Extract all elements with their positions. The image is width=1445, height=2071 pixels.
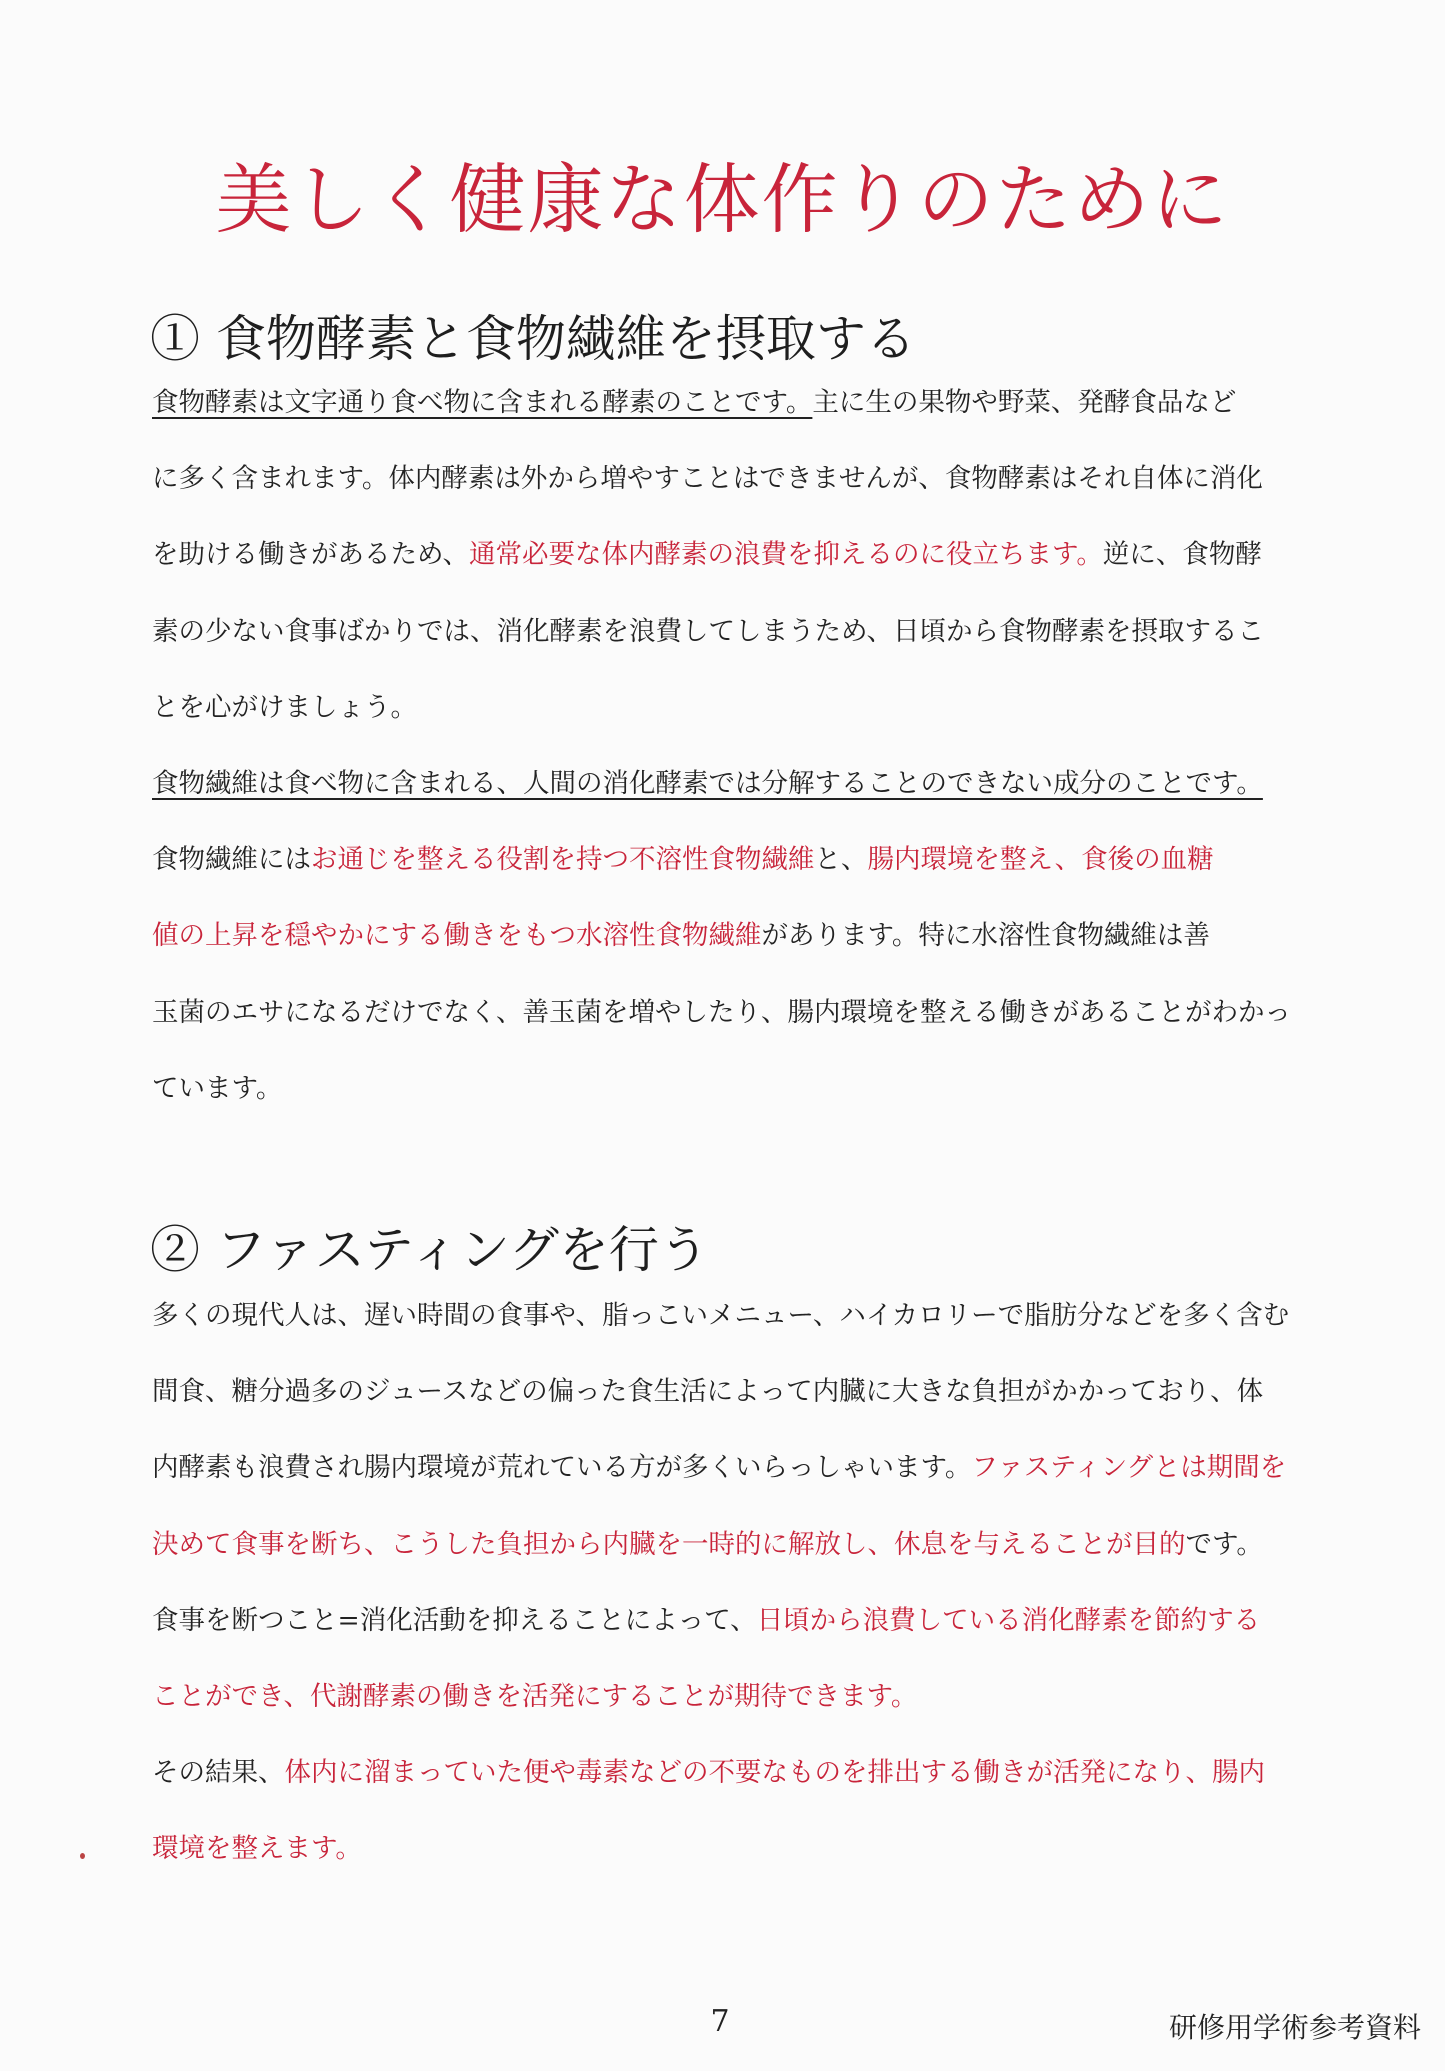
- highlight-text: 環境を整えます。: [152, 1833, 362, 1865]
- highlight-text: 体内に溜まっていた便や毒素などの不要なものを排出する働きが活発になり、腸内: [284, 1757, 1265, 1789]
- text-line: [152, 688, 1292, 728]
- body-text: です。: [1185, 1528, 1263, 1560]
- text-line: [152, 383, 1292, 423]
- section-1-heading: ① 食物酵素と食物繊維を摂取する: [150, 310, 916, 368]
- body-text: があります。特に水溶性食物繊維は善: [761, 920, 1210, 952]
- body-text: に多く含まれます。体内酵素は外から増やすことはできませんが、食物酵素はそれ自体に消化: [152, 463, 1263, 495]
- text-line: [152, 1829, 1292, 1869]
- text-line: [152, 1677, 1292, 1717]
- highlight-text: 通常必要な体内酵素の浪費を抑えるのに役立ちます。: [468, 539, 1103, 571]
- body-text: を助ける働きがあるため、: [152, 539, 469, 571]
- page-number: 7: [710, 2004, 730, 2039]
- text-line: [152, 764, 1292, 804]
- body-text: 食事を断つこと=消化活動を抑えることによって、: [152, 1604, 757, 1636]
- body-text: ています。: [152, 1072, 283, 1104]
- text-line: [152, 1601, 1292, 1641]
- body-text: 逆に、食物酵: [1102, 539, 1262, 571]
- text-line: [152, 535, 1292, 575]
- highlight-text: 値の上昇を穏やかにする働きをもつ水溶性食物繊維: [152, 920, 762, 952]
- text-line: [152, 1296, 1292, 1336]
- highlight-text: 日頃から浪費している消化酵素を節約する: [756, 1604, 1261, 1636]
- highlight-text: ファスティングとは期間を: [971, 1452, 1287, 1484]
- text-line: [152, 1448, 1292, 1488]
- highlight-text: お通じを整える役割を持つ不溶性食物繊維: [311, 844, 815, 876]
- page-title: 美しく健康な体作りのために: [215, 155, 1230, 244]
- text-line: [152, 612, 1292, 652]
- body-text: と、: [814, 844, 868, 876]
- text-line: [152, 916, 1292, 956]
- text-line: [152, 993, 1292, 1033]
- body-text: 素の少ない食事ばかりでは、消化酵素を浪費してしまうため、日頃から食物酵素を摂取するこ: [152, 615, 1264, 647]
- body-text: 主に生の果物や野菜、発酵食品など: [812, 387, 1237, 418]
- body-text: その結果、: [152, 1757, 285, 1789]
- body-text: 食物繊維には: [152, 844, 311, 876]
- body-text: 玉菌のエサになるだけでなく、善玉菌を増やしたり、腸内環境を整える働きがあることがわかっ: [152, 996, 1291, 1028]
- highlight-text: 決めて食事を断ち、こうした負担から内臓を一時的に解放し、休息を与えることが目的: [152, 1528, 1186, 1560]
- body-text: とを心がけましょう。: [152, 691, 417, 723]
- highlight-text: ことができ、代謝酵素の働きを活発にすることが期待できます。: [152, 1681, 918, 1712]
- scan-speck: [80, 1853, 85, 1859]
- text-line: [152, 1069, 1292, 1109]
- body-text: 内酵素も浪費され腸内環境が荒れている方が多くいらっしゃいます。: [152, 1452, 972, 1484]
- section-2-heading: ② ファスティングを行う: [150, 1221, 709, 1279]
- body-text: 多くの現代人は、遅い時間の食事や、脂っこいメニュー、ハイカロリーで脂肪分などを多く含む: [152, 1300, 1290, 1331]
- text-line: [152, 840, 1292, 880]
- underlined-text: 食物酵素は文字通り食べ物に含まれる酵素のことです。: [152, 387, 813, 418]
- text-line: [152, 1525, 1292, 1565]
- text-line: [152, 459, 1292, 499]
- underlined-text: 食物繊維は食べ物に含まれる、人間の消化酵素では分解することのできない成分のことです。: [152, 768, 1263, 799]
- footer-label: 研修用学術参考資料: [1168, 2011, 1421, 2044]
- highlight-text: 腸内環境を整え、食後の血糖: [867, 844, 1214, 876]
- text-line: [152, 1372, 1292, 1412]
- body-text: 間食、糖分過多のジュースなどの偏った食生活によって内臓に大きな負担がかかっており、体: [152, 1376, 1264, 1408]
- text-line: [152, 1753, 1292, 1793]
